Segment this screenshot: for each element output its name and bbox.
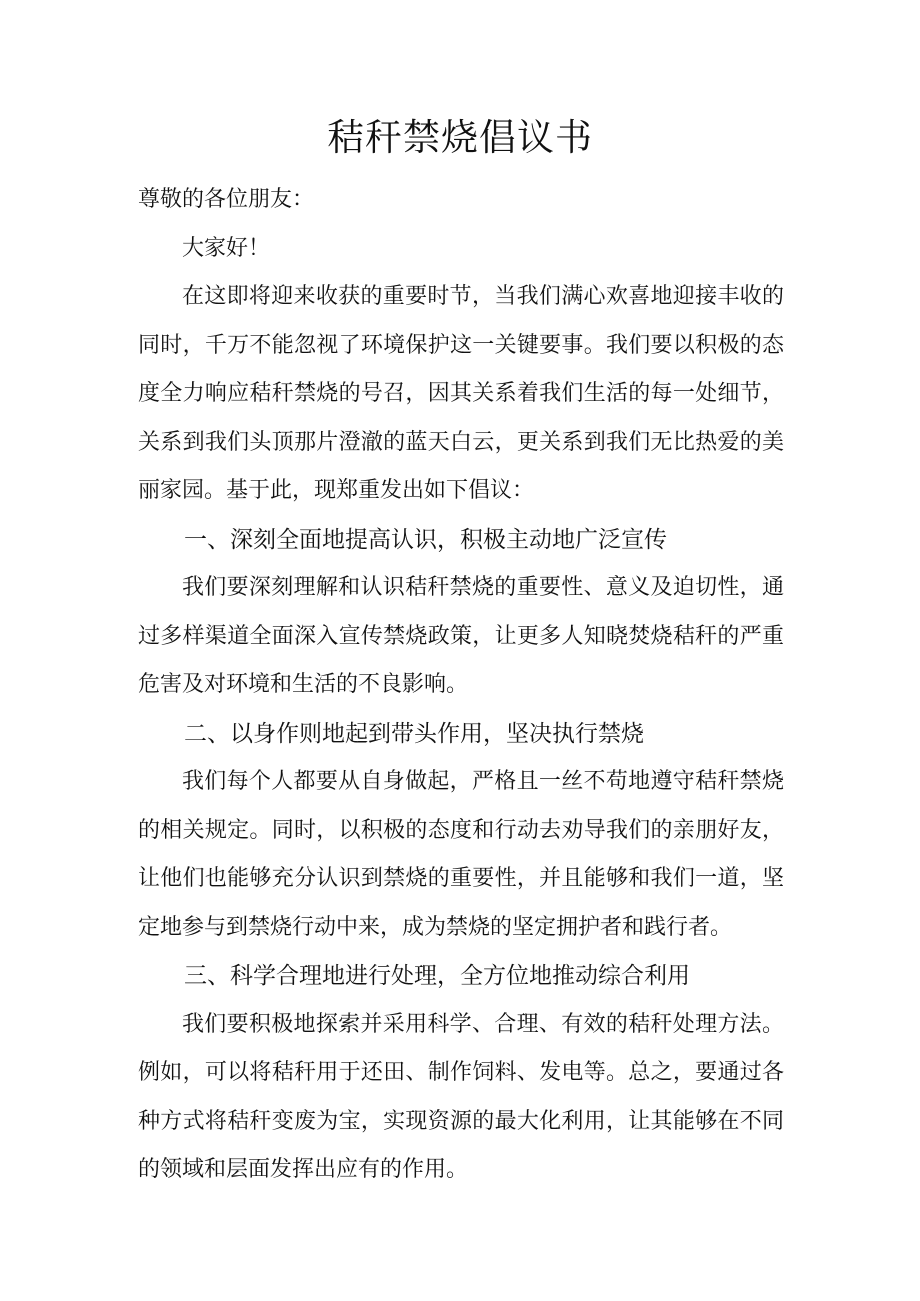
- section-paragraph-3: 我们要积极地探索并采用科学、合理、有效的秸秆处理方法。例如，可以将秸秆用于还田、制作饲料、发电等。总之，要通过各种方式将秸秆变废为宝，实现资源的最大化利用，让其能够在不同的领域和层面发挥出应有的作用。: [138, 1011, 784, 1182]
- section-heading-3: 三、科学合理地进行处理，全方位地推动综合利用: [184, 963, 690, 989]
- document-body: [138, 176, 784, 1195]
- section-heading-1: 一、深刻全面地提高认识，积极主动地广泛宣传: [184, 526, 667, 553]
- document-title: 秸秆禁烧倡议书: [327, 116, 593, 159]
- salutation: 尊敬的各位朋友：: [138, 187, 315, 212]
- section-paragraph-1: 我们要深刻理解和认识秸秆禁烧的重要性、意义及迫切性，通过多样渠道全面深入宣传禁烧政策，让更多人知晓焚烧秸秆的严重危害及对环境和生活的不良影响。: [138, 575, 784, 697]
- section-heading-2: 二、以身作则地起到带头作用，坚决执行禁烧: [184, 720, 644, 747]
- section-paragraph-2: 我们每个人都要从自身做起，严格且一丝不苟地遵守秸秆禁烧的相关规定。同时，以积极的态度和行动去劝导我们的亲朋好友，让他们也能够充分认识到禁烧的重要性，并且能够和我们一道，坚定地参与到禁烧行动中来，成为禁烧的坚定拥护者和践行者。: [138, 769, 784, 940]
- greeting: 大家好！: [182, 235, 271, 261]
- intro-paragraph: 在这即将迎来收获的重要时节，当我们满心欢喜地迎接丰收的同时，千万不能忽视了环境保护这一关键要事。我们要以积极的态度全力响应秸秆禁烧的号召，因其关系着我们生活的每一处细节，关系到我们头顶那片澄澈的蓝天白云，更关系到我们无比热爱的美丽家园。基于此，现郑重发出如下倡议：: [138, 284, 784, 503]
